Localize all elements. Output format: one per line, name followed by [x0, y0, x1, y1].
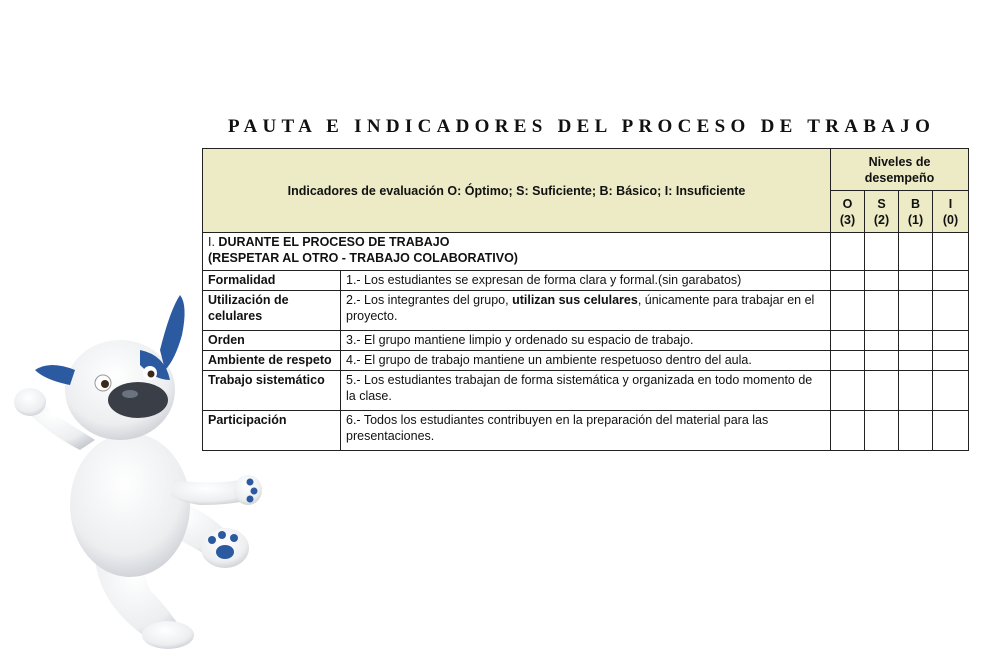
score-cell[interactable] — [933, 351, 969, 371]
score-cell[interactable] — [831, 371, 865, 411]
level-b-header: B (1) — [899, 191, 933, 233]
table-row — [203, 351, 969, 371]
indicator-cell: 4.- El grupo de trabajo mantiene un ambiente respetuoso dentro del aula. — [341, 351, 831, 371]
score-cell[interactable] — [899, 291, 933, 331]
score-cell[interactable] — [899, 271, 933, 291]
level-s-header: S (2) — [865, 191, 899, 233]
indicator-cell: 5.- Los estudiantes trabajan de forma sistemática y organizada en todo momento de la clase. — [341, 371, 831, 411]
score-cell[interactable] — [899, 411, 933, 451]
score-cell[interactable] — [899, 331, 933, 351]
criterion-cell: Trabajo sistemático — [203, 371, 341, 411]
table-row — [203, 411, 969, 451]
score-cell[interactable] — [831, 411, 865, 451]
section-title: I. DURANTE EL PROCESO DE TRABAJO (RESPETAR AL OTRO - TRABAJO COLABORATIVO) — [203, 233, 831, 271]
criterion-cell: Formalidad — [203, 271, 341, 291]
score-cell[interactable] — [831, 331, 865, 351]
score-cell[interactable] — [865, 411, 899, 451]
score-cell[interactable] — [865, 233, 899, 271]
score-cell[interactable] — [865, 331, 899, 351]
indicator-cell: 2.- Los integrantes del grupo, utilizan sus celulares, únicamente para trabajar en el proyecto. — [341, 291, 831, 331]
indicator-cell: 3.- El grupo mantiene limpio y ordenado su espacio de trabajo. — [341, 331, 831, 351]
levels-header: Niveles de desempeño — [831, 149, 969, 191]
score-cell[interactable] — [933, 411, 969, 451]
indicator-cell: 1.- Los estudiantes se expresan de forma clara y formal.(sin garabatos) — [341, 271, 831, 291]
table-row — [203, 291, 969, 331]
table-row — [203, 271, 969, 291]
criterion-cell: Orden — [203, 331, 341, 351]
score-cell[interactable] — [933, 233, 969, 271]
indicators-header: Indicadores de evaluación O: Óptimo; S: Suficiente; B: Básico; I: Insuficiente — [203, 149, 831, 233]
score-cell[interactable] — [831, 233, 865, 271]
level-o-header: O (3) — [831, 191, 865, 233]
score-cell[interactable] — [831, 271, 865, 291]
score-cell[interactable] — [831, 351, 865, 371]
section-row — [203, 233, 969, 271]
score-cell[interactable] — [865, 271, 899, 291]
score-cell[interactable] — [899, 351, 933, 371]
page-title: PAUTA E INDICADORES DEL PROCESO DE TRABAJO — [228, 116, 936, 137]
criterion-cell: Participación — [203, 411, 341, 451]
level-i-header: I (0) — [933, 191, 969, 233]
score-cell[interactable] — [899, 371, 933, 411]
criterion-cell: Ambiente de respeto — [203, 351, 341, 371]
score-cell[interactable] — [933, 271, 969, 291]
score-cell[interactable] — [933, 331, 969, 351]
dog-mascot-icon — [0, 290, 280, 660]
score-cell[interactable] — [865, 351, 899, 371]
score-cell[interactable] — [865, 291, 899, 331]
evaluation-table — [202, 148, 969, 451]
score-cell[interactable] — [933, 291, 969, 331]
criterion-cell: Utilización de celulares — [203, 291, 341, 331]
score-cell[interactable] — [899, 233, 933, 271]
score-cell[interactable] — [865, 371, 899, 411]
score-cell[interactable] — [831, 291, 865, 331]
score-cell[interactable] — [933, 371, 969, 411]
indicator-cell: 6.- Todos los estudiantes contribuyen en la preparación del material para las presentaciones. — [341, 411, 831, 451]
table-row — [203, 371, 969, 411]
table-row — [203, 331, 969, 351]
